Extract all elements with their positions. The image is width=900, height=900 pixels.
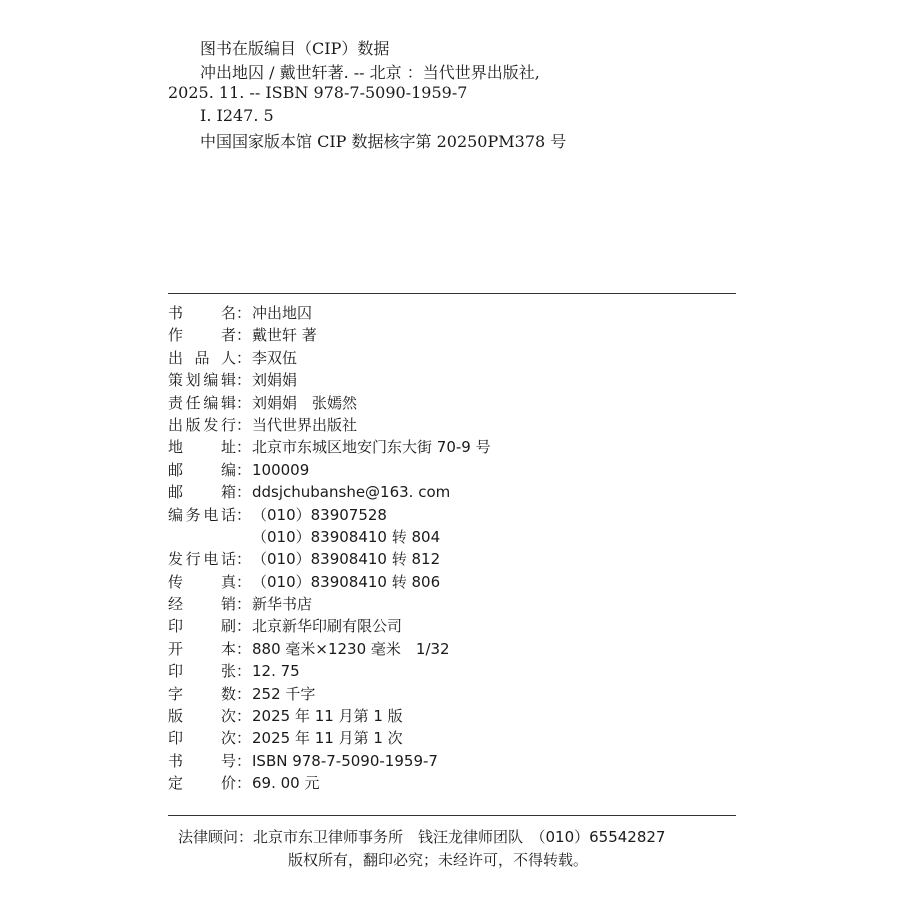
info-separator: ：: [236, 460, 252, 479]
info-label: [168, 750, 236, 772]
info-label-char: 址: [220, 438, 236, 457]
info-row: [168, 548, 736, 570]
cip-heading: 图书在版编目（CIP）数据: [200, 39, 390, 58]
info-label: [168, 571, 236, 593]
info-value: （010）83907528: [252, 505, 387, 524]
copyright-notice: 版权所有，翻印必究；未经许可，不得转载。: [288, 851, 589, 869]
cip-line-4: 中国国家版本馆 CIP 数据核字第 20250PM378 号: [200, 132, 567, 151]
info-separator: ：: [236, 348, 252, 367]
info-row: [168, 504, 736, 526]
info-row: [168, 414, 736, 436]
info-row: [168, 436, 736, 458]
info-label-char: 编: [168, 505, 184, 524]
info-row: [168, 392, 736, 414]
info-label: [168, 481, 236, 503]
info-label: [168, 414, 236, 436]
info-label-char: 传: [168, 572, 184, 591]
info-row: [168, 638, 736, 660]
info-label-char: 销: [220, 595, 236, 614]
info-value: 北京新华印刷有限公司: [252, 617, 403, 636]
info-label-char: 电: [203, 505, 219, 524]
info-value: 新华书店: [252, 595, 313, 614]
info-value: （010）83908410 转 806: [252, 572, 441, 591]
info-row: [168, 571, 736, 593]
info-label-char: 作: [168, 326, 184, 345]
info-label-char: 辑: [220, 371, 236, 390]
info-separator: [236, 526, 252, 548]
info-label-char: 邮: [168, 460, 184, 479]
top-divider: [168, 293, 736, 294]
info-row: [168, 347, 736, 369]
info-label-char: 话: [220, 550, 236, 569]
info-label-char: 数: [220, 684, 236, 703]
info-value: ISBN 978-7-5090-1959-7: [252, 751, 438, 770]
info-label-char: 出: [168, 348, 184, 367]
info-label: [168, 504, 236, 526]
info-row: [168, 772, 736, 794]
info-label-char: 真: [220, 572, 236, 591]
info-value: 李双伍: [252, 348, 298, 367]
info-label-char: 品: [194, 348, 210, 367]
info-label: [168, 347, 236, 369]
info-label: [168, 593, 236, 615]
info-label-char: 辑: [220, 393, 236, 412]
info-label-char: 印: [168, 662, 184, 681]
info-value: 刘娟娟: [252, 371, 298, 390]
info-label-char: 邮: [168, 483, 184, 502]
info-label-char: 价: [220, 774, 236, 793]
info-label-char: 发: [168, 550, 184, 569]
info-row: [168, 593, 736, 615]
info-value: 12. 75: [252, 662, 300, 681]
info-value: 冲出地囚: [252, 304, 313, 322]
info-separator: ：: [236, 483, 252, 502]
info-label-char: 书: [168, 304, 184, 322]
info-label-char: 次: [220, 707, 236, 726]
info-label-char: 印: [168, 617, 184, 636]
info-value: 当代世界出版社: [252, 415, 358, 434]
info-label-char: 行: [220, 415, 236, 434]
info-separator: ：: [236, 326, 252, 345]
info-separator: ：: [236, 595, 252, 614]
info-label-char: 人: [220, 348, 236, 367]
info-label-char: 出: [168, 415, 184, 434]
info-separator: ：: [236, 617, 252, 636]
info-value: 252 千字: [252, 684, 316, 703]
info-label-char: 者: [220, 326, 236, 345]
info-label: [168, 324, 236, 346]
info-separator: ：: [236, 572, 252, 591]
info-value: 100009: [252, 460, 310, 479]
info-label: [168, 660, 236, 682]
info-label-char: 字: [168, 684, 184, 703]
info-label-char: 发: [203, 415, 219, 434]
info-label-char: 编: [220, 460, 236, 479]
info-label: [168, 683, 236, 705]
info-value: 69. 00 元: [252, 774, 320, 793]
info-row: [168, 369, 736, 391]
info-label: [168, 436, 236, 458]
info-row: [168, 302, 736, 324]
info-separator: ：: [236, 438, 252, 457]
info-value: 2025 年 11 月第 1 版: [252, 707, 403, 726]
info-separator: ：: [236, 684, 252, 703]
info-label-char: 号: [220, 751, 236, 770]
info-label-char: 经: [168, 595, 184, 614]
info-label-char: 名: [220, 304, 236, 322]
info-row: [168, 727, 736, 749]
info-row: [168, 615, 736, 637]
info-label-char: 编: [203, 393, 219, 412]
info-value: 刘娟娟 张嫣然: [252, 393, 358, 412]
info-label-char: 开: [168, 639, 184, 658]
info-row: [168, 683, 736, 705]
info-separator: ：: [236, 415, 252, 434]
info-label: [168, 526, 236, 548]
info-value: 880 毫米×1230 毫米 1/32: [252, 639, 450, 658]
info-separator: ：: [236, 751, 252, 770]
info-value: （010）83908410 转 812: [252, 550, 441, 569]
info-separator: ：: [236, 371, 252, 390]
info-label-char: 任: [185, 393, 201, 412]
info-label-char: 刷: [220, 617, 236, 636]
info-value: 北京市东城区地安门东大街 70-9 号: [252, 438, 491, 457]
info-label-char: 本: [220, 639, 236, 658]
info-separator: ：: [236, 662, 252, 681]
info-label: [168, 772, 236, 794]
info-separator: ：: [236, 393, 252, 412]
info-label-char: 务: [185, 505, 201, 524]
info-label-char: 电: [203, 550, 219, 569]
info-row: [168, 481, 736, 503]
cip-line-3: Ⅰ. I247. 5: [200, 106, 274, 125]
info-separator: ：: [236, 304, 252, 322]
info-value: （010）83908410 转 804: [252, 527, 441, 546]
info-label-char: 行: [185, 550, 201, 569]
info-label-char: 版: [168, 707, 184, 726]
info-label-char: 印: [168, 729, 184, 748]
info-row: [168, 459, 736, 481]
info-label-char: 版: [185, 415, 201, 434]
info-label: [168, 727, 236, 749]
info-label-char: 话: [220, 505, 236, 524]
info-separator: ：: [236, 707, 252, 726]
info-label-char: 编: [203, 371, 219, 390]
info-value: ddsjchubanshe@163. com: [252, 483, 451, 502]
info-row: [168, 324, 736, 346]
info-row: [168, 750, 736, 772]
info-label-char: 划: [185, 371, 201, 390]
info-label: [168, 548, 236, 570]
info-label-char: 张: [220, 662, 236, 681]
bottom-divider: [168, 815, 736, 816]
info-row: [168, 526, 736, 548]
info-label-char: 地: [168, 438, 184, 457]
cip-line-2: 2025. 11. -- ISBN 978-7-5090-1959-7: [168, 83, 468, 102]
info-value: 戴世轩 著: [252, 326, 317, 345]
info-separator: ：: [236, 550, 252, 569]
legal-counsel: 法律顾问：北京市东卫律师事务所 钱汪龙律师团队 （010）65542827: [178, 828, 666, 846]
info-label: [168, 705, 236, 727]
info-separator: ：: [236, 639, 252, 658]
info-separator: ：: [236, 729, 252, 748]
info-label-char: 策: [168, 371, 184, 390]
publication-info-list: [168, 302, 736, 795]
info-label: [168, 392, 236, 414]
info-label-char: 箱: [220, 483, 236, 502]
cip-line-1: 冲出地囚 / 戴世轩著. -- 北京 ：当代世界出版社,: [200, 63, 540, 82]
info-label: [168, 615, 236, 637]
info-label-char: 次: [220, 729, 236, 748]
info-label-char: 定: [168, 774, 184, 793]
info-separator: ：: [236, 774, 252, 793]
info-label-char: 责: [168, 393, 184, 412]
info-label-char: 书: [168, 751, 184, 770]
info-row: [168, 660, 736, 682]
info-label: [168, 302, 236, 324]
info-label: [168, 638, 236, 660]
info-separator: ：: [236, 505, 252, 524]
info-value: 2025 年 11 月第 1 次: [252, 729, 403, 748]
info-row: [168, 705, 736, 727]
info-label: [168, 459, 236, 481]
info-label: [168, 369, 236, 391]
